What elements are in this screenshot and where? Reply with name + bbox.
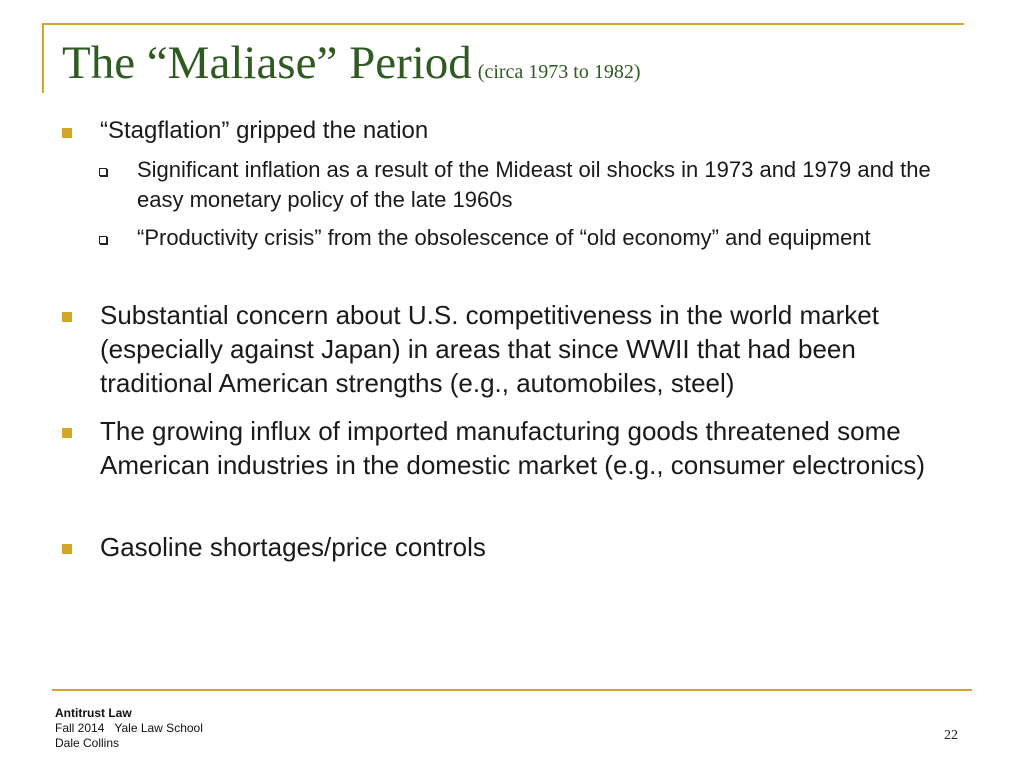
bullet-square-icon xyxy=(62,128,72,138)
sub-bullet-item: “Productivity crisis” from the obsolescence of “old economy” and equipment xyxy=(137,225,871,250)
bullet-item: Substantial concern about U.S. competitiveness in the world market (especially against Japan) in areas that since WWII that had been traditional American strengths (e.g., automobiles, steel) xyxy=(100,300,879,398)
bullet-square-icon xyxy=(62,544,72,554)
bullet-square-icon xyxy=(62,312,72,322)
footer-course: Antitrust Law xyxy=(55,706,132,720)
sub-bullet-item: Significant inflation as a result of the Mideast oil shocks in 1973 and 1979 and the easy monetary policy of the late 1960s xyxy=(137,157,931,212)
footer-term: Fall 2014 xyxy=(55,721,105,735)
slide-subtitle: (circa 1973 to 1982) xyxy=(477,61,641,83)
slide-title-text: The “Maliase” Period xyxy=(62,37,472,89)
sub-bullet-hollow-square-icon xyxy=(99,168,107,176)
bullet-item: The growing influx of imported manufacturing goods threatened some American industries in the domestic market (e.g., consumer electronics) xyxy=(100,416,926,480)
bullet-square-icon xyxy=(62,428,72,438)
sub-bullet-hollow-square-icon xyxy=(99,236,107,244)
page-number: 22 xyxy=(944,728,958,743)
footer-school: Yale Law School xyxy=(114,721,203,735)
footer-divider xyxy=(52,689,972,691)
title-frame-top-line xyxy=(42,23,964,25)
slide-title xyxy=(62,37,641,89)
footer-author: Dale Collins xyxy=(55,736,120,750)
title-frame-left-line xyxy=(42,23,44,93)
slide-footer xyxy=(55,706,203,751)
footer-term-line xyxy=(55,721,203,736)
bullet-item: “Stagflation” gripped the nation xyxy=(100,117,429,144)
bullet-item: Gasoline shortages/price controls xyxy=(100,532,486,562)
